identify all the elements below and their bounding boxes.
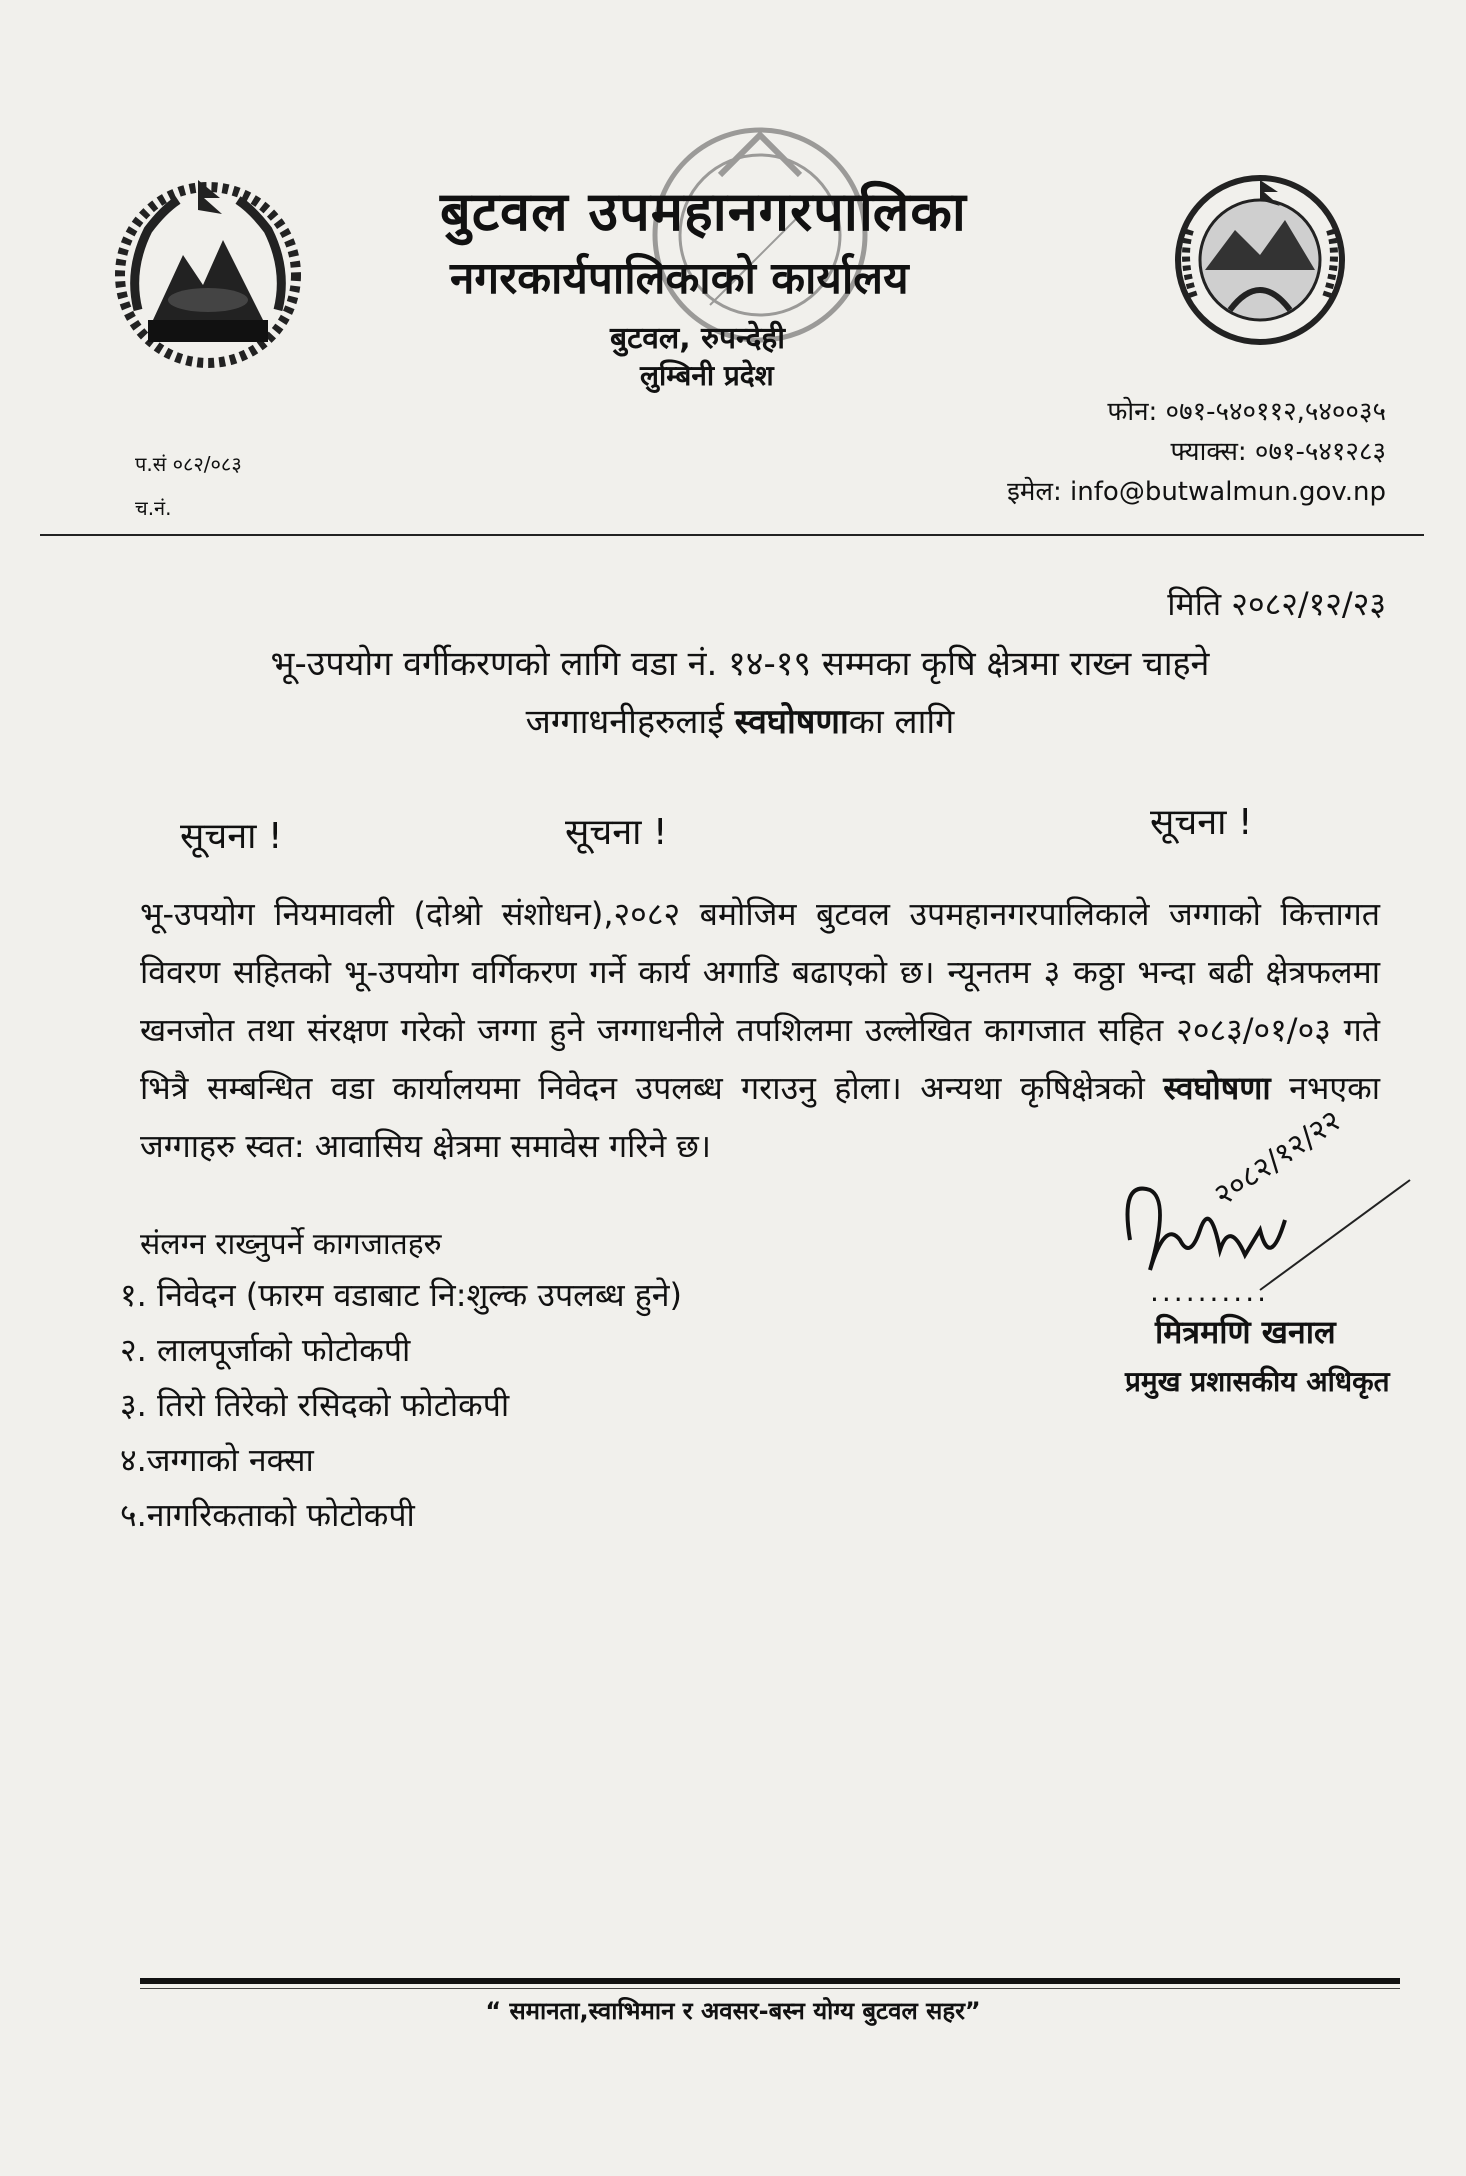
letter-number: प.सं ०८२/०८३: [135, 452, 242, 476]
attachment-item: २. लालपूर्जाको फोटोकपी: [120, 1331, 411, 1369]
notice-body: [140, 885, 1380, 1175]
notice-body-start: भू-उपयोग नियमावली (दोश्रो संशोधन),२०८२ बमोजिम बुटवल उपमहानगरपालिकाले जग्गाको कित्तागत विवरण सहितको भू-उपयोग वर्गिकरण गर्ने कार्य अगाडि बढाएको छ। न्यूनतम ३ कठ्ठा भन्दा बढी क्षेत्रफलमा खनजोत तथा संरक्षण गरेको जग्गा हुने जग्गाधनीले तपशिलमा उल्लेखित कागजात सहित २०८३/०१/०३ गते भित्रै सम्बन्धित वडा कार्यालयमा निवेदन उपलब्ध गराउनु होला। अन्यथा कृषिक्षेत्रको: [140, 895, 1380, 1107]
municipality-logo-icon: [1160, 160, 1360, 360]
attachments-list: [120, 1268, 682, 1543]
footer-motto: “ समानता,स्वाभिमान र अवसर-बस्न योग्य बुटवल सहर”: [485, 1997, 981, 2025]
attachments-heading: संलग्न राख्नुपर्ने कागजातहरु: [140, 1227, 442, 1262]
fax-number: फ्याक्स: ०७१-५४१२८३: [1170, 437, 1386, 467]
dispatch-number: च.नं.: [135, 496, 172, 520]
office-title: नगरकार्यपालिकाको कार्यालय: [450, 253, 909, 304]
footer-divider: [140, 1978, 1400, 1984]
footer-divider-thin: [140, 1988, 1400, 1989]
header-divider: [40, 534, 1424, 536]
subject-line-2-end: का लागि: [848, 702, 955, 742]
notice-heading-right: सूचना !: [1150, 802, 1253, 843]
attachment-item: ३. तिरो तिरेको रसिदको फोटोकपी: [120, 1386, 510, 1424]
signature-line: ..........: [1150, 1275, 1270, 1308]
subject-line-1: भू-उपयोग वर्गीकरणको लागि वडा नं. १४-१९ सम्मका कृषि क्षेत्रमा राख्न चाहने: [270, 644, 1210, 684]
notice-heading-left: सूचना !: [180, 816, 283, 857]
subject-line-2-start: जग्गाधनीहरुलाई: [525, 702, 735, 742]
letter-date: मिति २०८२/१२/२३: [1167, 585, 1386, 623]
municipality-title: बुटवल उपमहानगरपालिका: [440, 180, 967, 243]
notice-heading-center: सूचना !: [565, 812, 668, 853]
attachment-item: १. निवेदन (फारम वडाबाट नि:शुल्क उपलब्ध हुने): [120, 1276, 682, 1314]
notice-subject: [120, 635, 1360, 751]
signatory-title: प्रमुख प्रशासकीय अधिकृत: [1125, 1365, 1390, 1398]
subject-bold-term: स्वघोषणा: [734, 702, 849, 742]
notice-body-end: नभएका जग्गाहरु स्वत: आवासिय क्षेत्रमा समावेस गरिने छ।: [140, 1069, 1380, 1165]
email-address: इमेल: info@butwalmun.gov.np: [1007, 477, 1386, 507]
nepal-emblem-icon: [108, 170, 308, 370]
phone-number: फोन: ०७१-५४०११२,५४००३५: [1107, 397, 1386, 427]
signatory-name: मित्रमणि खनाल: [1155, 1313, 1336, 1351]
attachment-item: ५.नागरिकताको फोटोकपी: [120, 1496, 415, 1534]
attachment-item: ४.जग्गाको नक्सा: [120, 1441, 314, 1479]
signature-date: २०८२/१२/२२: [1207, 1103, 1348, 1214]
office-province: लुम्बिनी प्रदेश: [640, 359, 774, 392]
office-address: बुटवल, रुपन्देही: [610, 321, 785, 356]
notice-body-bold-term: स्वघोषणा: [1163, 1069, 1271, 1107]
subject-line-2: [120, 693, 1360, 751]
